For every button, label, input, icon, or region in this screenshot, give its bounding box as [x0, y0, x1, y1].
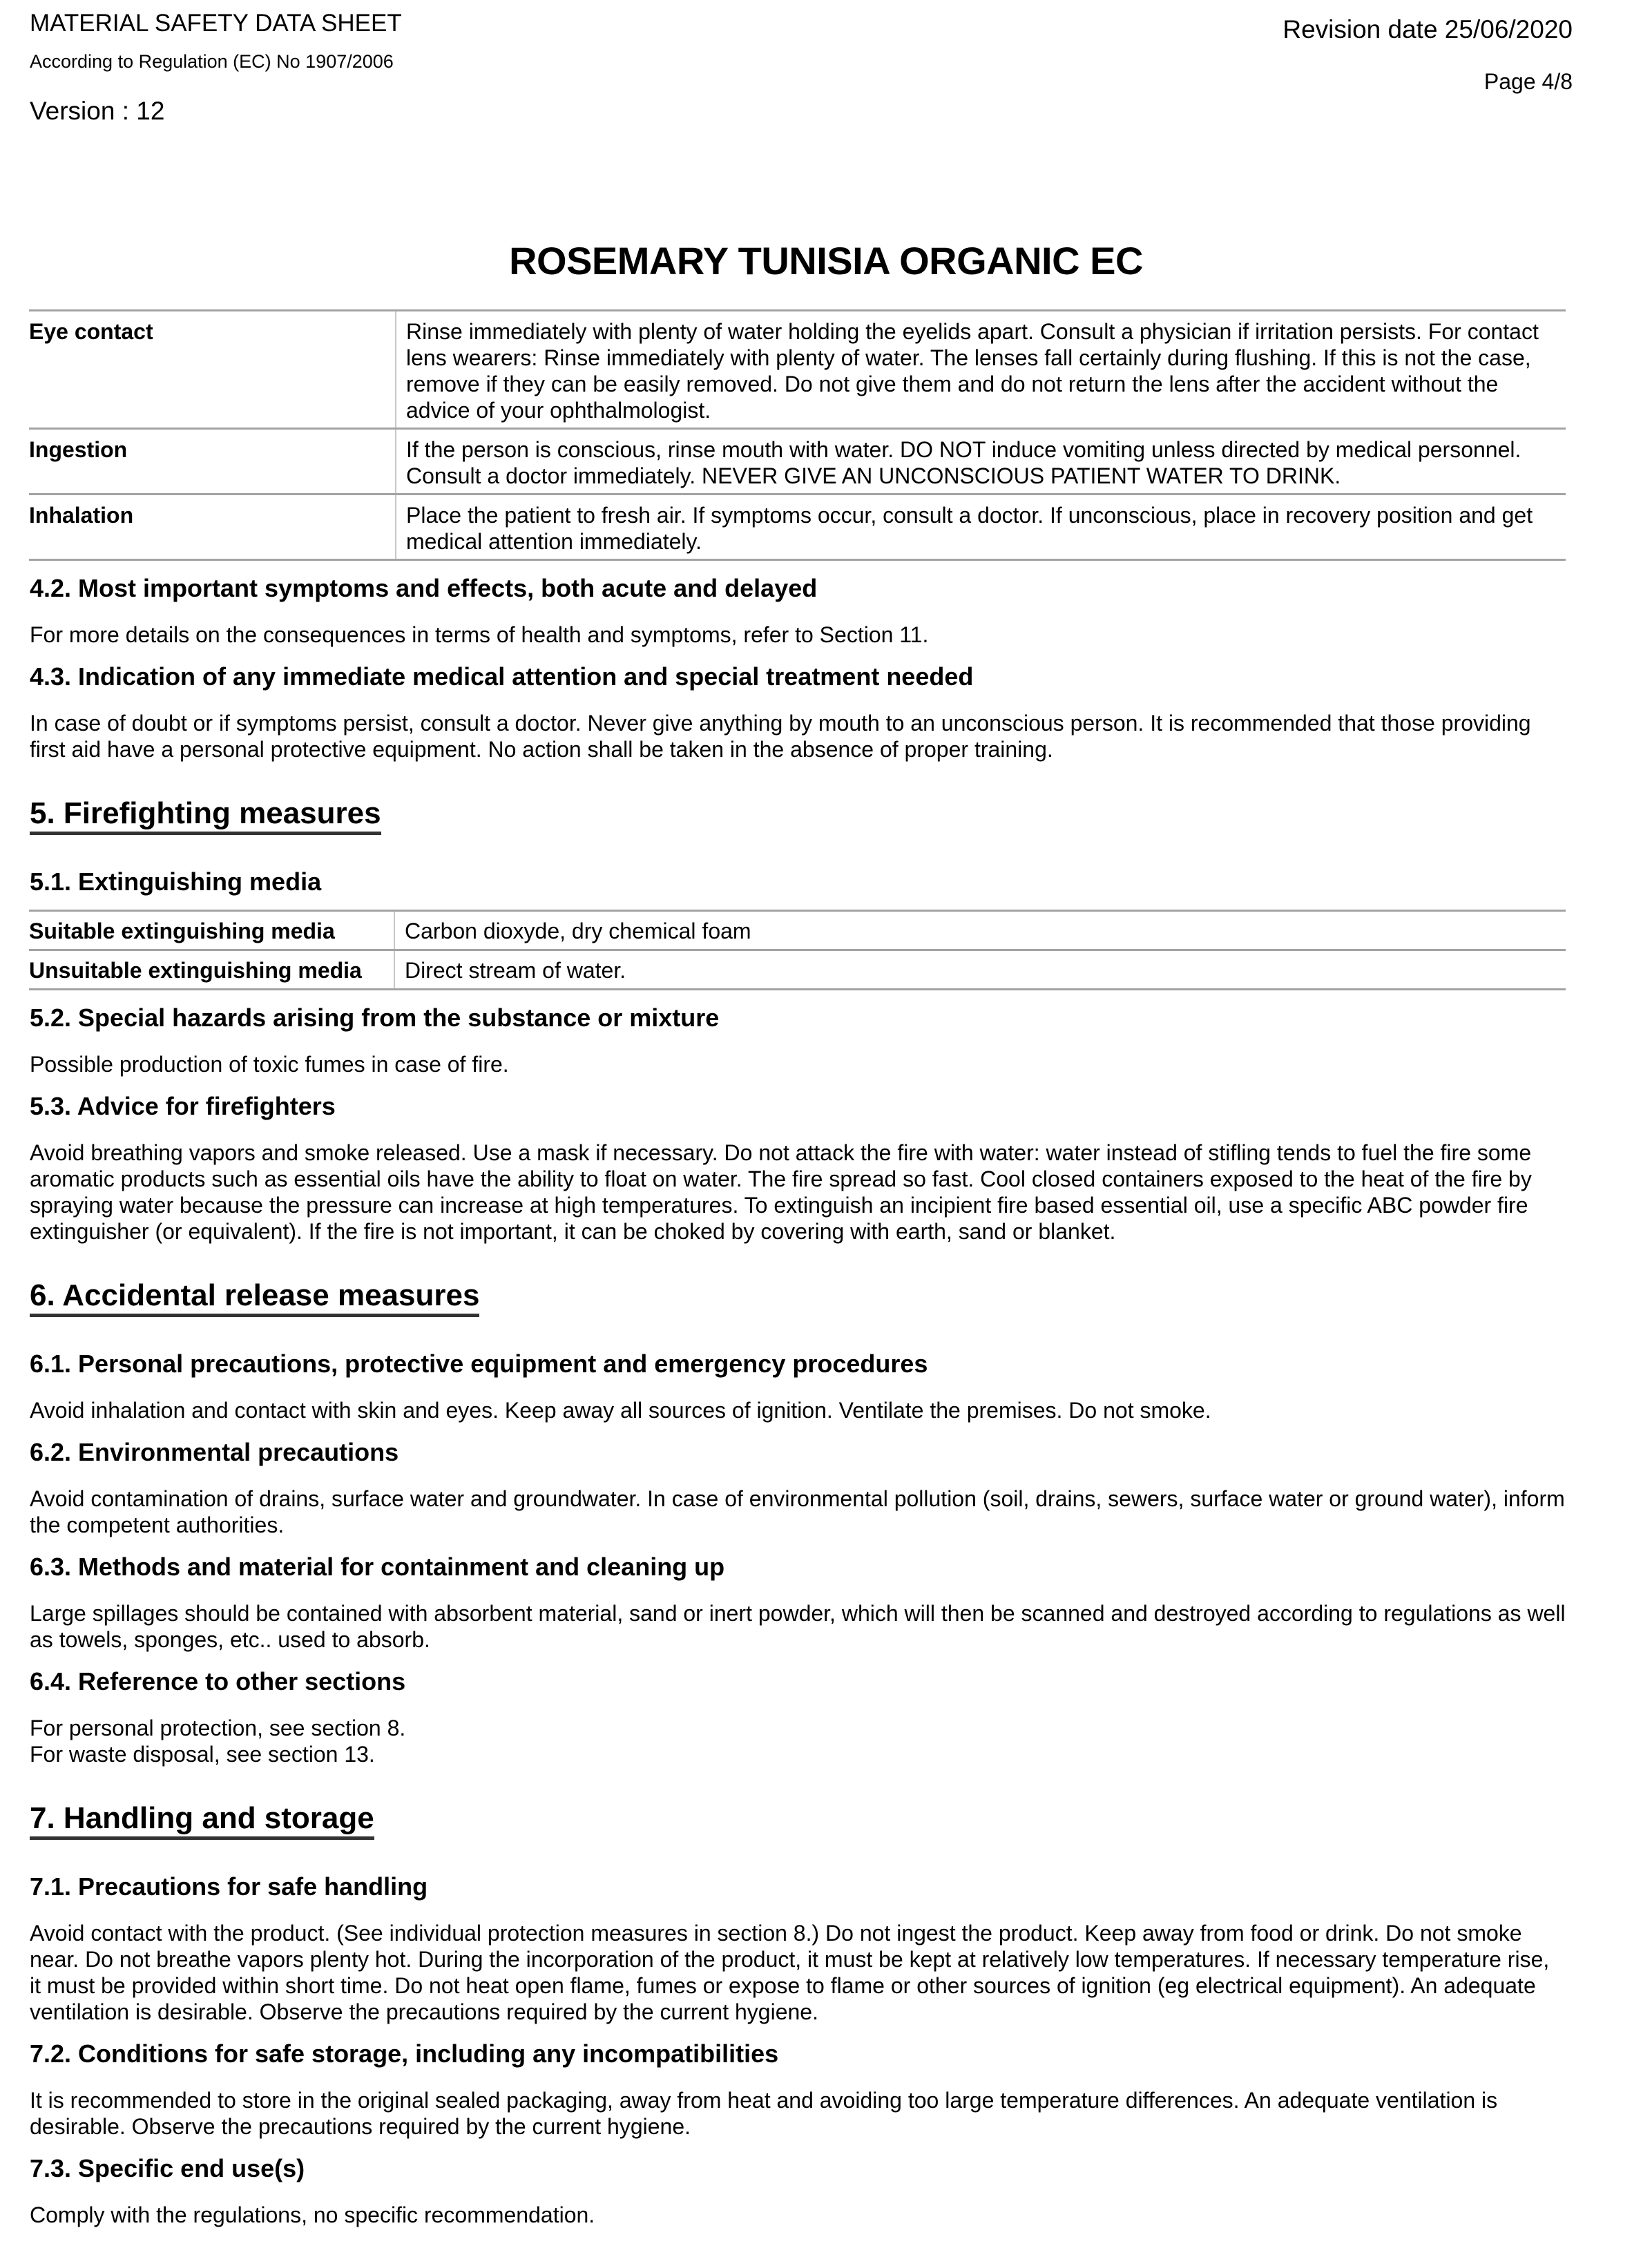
revision-date: Revision date 25/06/2020	[1283, 15, 1573, 44]
page-number: Page 4/8	[1483, 69, 1573, 94]
row-label: Suitable extinguishing media	[29, 911, 394, 950]
row-label: Eye contact	[29, 311, 396, 429]
document-body	[30, 309, 1566, 2242]
subsection-text-7-2: It is recommended to store in the original sealed packaging, away from heat and avoiding too large temperature differences. An adequate ventilation is desirable. Observe the precautions required by the current hygiene.	[30, 2088, 1498, 2139]
subsection-heading-6-2: 6.2. Environmental precautions	[30, 1438, 399, 1466]
product-title: ROSEMARY TUNISIA ORGANIC EC	[509, 239, 1143, 282]
subsection-heading-6-4: 6.4. Reference to other sections	[30, 1667, 406, 1696]
section-heading-6: 6. Accidental release measures	[30, 1278, 479, 1317]
subsection-heading-5-3: 5.3. Advice for firefighters	[30, 1092, 336, 1120]
section-heading-5: 5. Firefighting measures	[30, 796, 381, 835]
row-label: Unsuitable extinguishing media	[29, 950, 394, 990]
table-row	[29, 429, 1566, 495]
subsection-heading-4-3: 4.3. Indication of any immediate medical attention and special treatment needed	[30, 662, 974, 691]
subsection-heading-7-3: 7.3. Specific end use(s)	[30, 2154, 305, 2182]
subsection-heading-7-2: 7.2. Conditions for safe storage, including any incompatibilities	[30, 2039, 779, 2068]
subsection-text-7-3: Comply with the regulations, no specific recommendation.	[30, 2202, 595, 2227]
regulation-reference: According to Regulation (EC) No 1907/2006	[30, 51, 394, 72]
subsection-text-6-4	[30, 1715, 1566, 1767]
subsection-text-6-2: Avoid contamination of drains, surface water and groundwater. In case of environmental pollution (soil, drains, sewers, surface water or ground water), inform the competent authorities.	[30, 1486, 1565, 1537]
doc-type: MATERIAL SAFETY DATA SHEET	[30, 10, 402, 37]
row-value: Direct stream of water.	[394, 950, 1566, 990]
subsection-heading-6-1: 6.1. Personal precautions, protective equipment and emergency procedures	[30, 1350, 928, 1378]
row-value: If the person is conscious, rinse mouth with water. DO NOT induce vomiting unless directed by medical personnel. Consult a doctor immediately. NEVER GIVE AN UNCONSCIOUS PATIENT WATER TO DRINK.	[396, 429, 1566, 495]
subsection-text-6-1: Avoid inhalation and contact with skin and eyes. Keep away all sources of ignition. Ventilate the premises. Do not smoke.	[30, 1398, 1211, 1423]
row-label: Ingestion	[29, 429, 396, 495]
extinguishing-media-table	[29, 910, 1566, 990]
row-value: Rinse immediately with plenty of water holding the eyelids apart. Consult a physician if irritation persists. For contact lens wearers: Rinse immediately with plenty of water. The lenses fall certainly during flushing. If this is not the case, remove if they can be easily removed. Do not give them and do not return the lens after the accident without the advice of your ophthalmologist.	[396, 311, 1566, 429]
section-heading-7: 7. Handling and storage	[30, 1801, 374, 1840]
subsection-heading-7-1: 7.1. Precautions for safe handling	[30, 1872, 428, 1901]
table-row	[29, 495, 1566, 560]
row-value: Carbon dioxyde, dry chemical foam	[394, 911, 1566, 950]
subsection-heading-6-3: 6.3. Methods and material for containment and cleaning up	[30, 1553, 725, 1581]
subsection-heading-5-1: 5.1. Extinguishing media	[30, 867, 322, 896]
subsection-text-5-3: Avoid breathing vapors and smoke released. Use a mask if necessary. Do not attack the fire with water: water instead of stifling tends to fuel the fire some aromatic products such as essential oils have the ability to float on water. The fire spread so fast. Cool closed containers exposed to the heat of the fire by spraying water because the pressure can increase at high temperatures. To extinguish an incipient fire based essential oil, use a specific ABC powder fire extinguisher (or equivalent). If the fire is not important, it can be choked by covering with earth, sand or blanket.	[30, 1140, 1532, 1244]
subsection-text-5-2: Possible production of toxic fumes in case of fire.	[30, 1052, 509, 1077]
version-label: Version : 12	[30, 97, 165, 125]
table-row	[29, 950, 1566, 990]
table-row	[29, 911, 1566, 950]
subsection-text-6-3: Large spillages should be contained with absorbent material, sand or inert powder, which will then be scanned and destroyed according to regulations as well as towels, sponges, etc.. used to absorb.	[30, 1601, 1566, 1652]
reference-line: For waste disposal, see section 13.	[30, 1742, 375, 1767]
row-value: Place the patient to fresh air. If symptoms occur, consult a doctor. If unconscious, place in recovery position and get medical attention immediately.	[396, 495, 1566, 560]
subsection-heading-5-2: 5.2. Special hazards arising from the substance or mixture	[30, 1004, 720, 1032]
first-aid-table	[29, 309, 1566, 561]
row-label: Inhalation	[29, 495, 396, 560]
subsection-text-7-1: Avoid contact with the product. (See individual protection measures in section 8.) Do not ingest the product. Keep away from food or drink. Do not smoke near. Do not breathe vapors plenty hot. During the incorporation of the product, it must be kept at relatively low temperatures. If necessary temperature rise, it must be provided within short time. Do not heat open flame, fumes or expose to flame or other sources of ignition (eg electrical equipment). An adequate ventilation is desirable. Observe the precautions required by the current hygiene.	[30, 1921, 1550, 2024]
subsection-text-4-3: In case of doubt or if symptoms persist, consult a doctor. Never give anything by mouth to an unconscious person. It is recommended that those providing first aid have a personal protective equipment. No action shall be taken in the absence of proper training.	[30, 711, 1531, 762]
table-row	[29, 311, 1566, 429]
subsection-heading-4-2: 4.2. Most important symptoms and effects, both acute and delayed	[30, 574, 818, 602]
subsection-text-4-2: For more details on the consequences in terms of health and symptoms, refer to Section 11.	[30, 622, 929, 647]
reference-line: For personal protection, see section 8.	[30, 1716, 406, 1740]
